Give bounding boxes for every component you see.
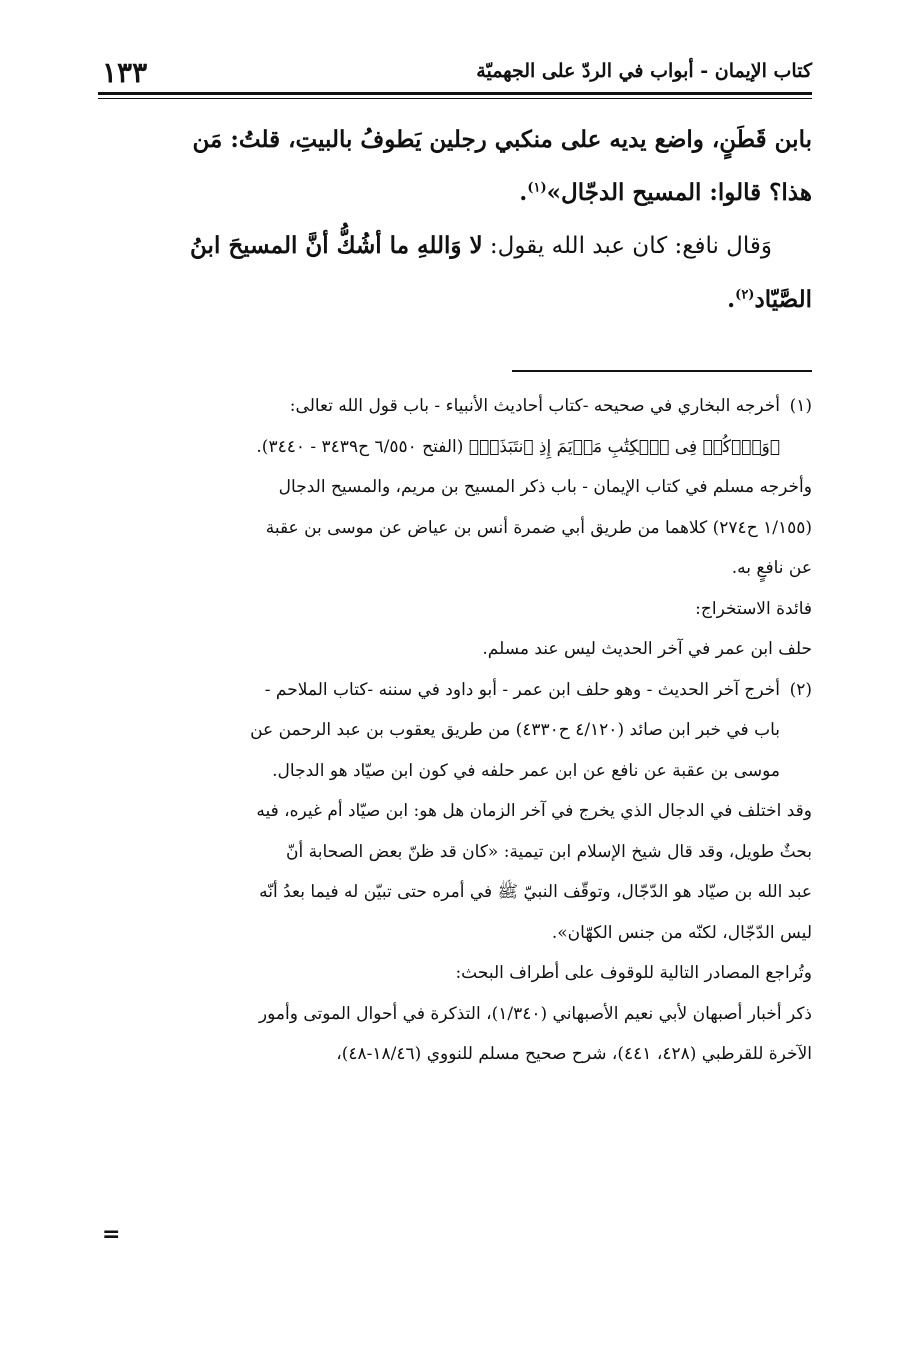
footnote-ref-2[interactable]: (٢) [735,287,755,303]
footnote-1-line: ﴿وَٱذۡكُرۡ فِى ٱلۡكِتَٰبِ مَرۡيَمَ إِذِ ٱنتَبَذَتۡ﴾ (الفتح ٦/٥٥٠ ح٣٤٣٩ - ٣٤٤٠). [256,436,780,457]
header-rule-thin [98,98,812,99]
continuation-mark: = [102,1222,121,1247]
footnote-2-body [98,670,780,792]
footnote-separator [512,370,812,372]
footnote-2-line: الآخرة للقرطبي (٤٢٨، ٤٤١)، شرح صحيح مسلم للنووي (١٨/٤٦-٤٨)، [336,1044,812,1064]
nafi-oath: لا وَاللهِ ما أشُكُّ أنَّ المسيحَ ابنُ [190,232,483,259]
footnote-1-line: (١/١٥٥ ح٢٧٤) كلاهما من طريق أبي ضمرة أنس بن عياض عن موسى بن عقبة [265,517,812,538]
nafi-intro: وَقال نافع: كان عبد الله يقول: [482,233,772,259]
main-text [98,113,812,326]
footnote-2-line: ليس الدّجّال، لكنّه من جنس الكهّان». [551,922,812,943]
footnote-1-body [98,386,780,467]
header-rule [98,92,812,95]
footnote-2-line: وتُراجع المصادر التالية للوقوف على أطراف البحث: [455,963,812,983]
footnote-2-line: بحثٌ طويل، وقد قال شيخ الإسلام ابن تيمية: «كان قد ظنّ بعض الصحابة أنّ [286,841,812,862]
footnote-1-line: حلف ابن عمر في آخر الحديث ليس عند مسلم. [482,639,812,659]
footnote-2-line: موسى بن عقبة عن نافع عن ابن عمر حلفه في كون ابن صيّاد هو الدجال. [272,760,780,781]
hadith-line-1: بابن قَطَنٍ، واضع يديه على منكبي رجلين يَطوفُ بالبيتِ، قلتُ: مَن [192,126,812,153]
footnote-2-line: عبد الله بن صيّاد هو الدّجّال، وتوقّف النبيّ ﷺ في أمره حتى تبيّن له فيما بعدُ أنّه [259,882,812,902]
footnote-2-line: أخرج آخر الحديث - وهو حلف ابن عمر - أبو داود في سننه -كتاب الملاحم - [264,679,780,700]
footnote-2-line: باب في خبر ابن صائد (٤/١٢٠ ح٤٣٣٠) من طريق يعقوب بن عبد الرحمن عن [250,720,780,740]
nafi-line-2 [98,273,812,326]
footnote-2 [98,670,812,792]
footnote-1-line: فائدة الاستخراج: [695,598,812,619]
footnotes [98,386,812,1075]
running-title: كتاب الإيمان - أبواب في الردّ على الجهميّة [476,60,812,82]
footnote-1-line: عن نافعٍ به. [731,558,812,578]
footnote-1-line: وأخرجه مسلم في كتاب الإيمان - باب ذكر المسيح بن مريم، والمسيح الدجال [278,477,812,497]
hadith-line-2-text: هذا؟ قالوا: المسيح الدجّال» [546,179,812,206]
hadith-line-2-end: . [519,179,528,206]
nafi-line-2-end: . [727,286,736,313]
footnote-ref-1[interactable]: (١) [527,180,547,196]
footnote-1-line: أخرجه البخاري في صحيحه -كتاب أحاديث الأنبياء - باب قول الله تعالى: [289,396,780,416]
footnote-1 [98,386,812,467]
hadith-line-2 [98,166,812,219]
page-header [98,52,812,92]
footnote-2-line: وقد اختلف في الدجال الذي يخرج في آخر الزمان هل هو: ابن صيّاد أم غيره، فيه [256,801,812,821]
page-number: ١٣٣ [102,56,148,89]
book-page [98,52,812,1247]
footnote-2-line: ذكر أخبار أصبهان لأبي نعيم الأصبهاني (١/٣٤٠)، التذكرة في أحوال الموتى وأمور [258,1003,812,1024]
footnote-2-number: (٢) [789,679,812,700]
footnote-1-number: (١) [789,396,812,416]
nafi-statement [98,219,812,273]
nafi-line-2-text: الصَّيّاد [754,286,812,313]
